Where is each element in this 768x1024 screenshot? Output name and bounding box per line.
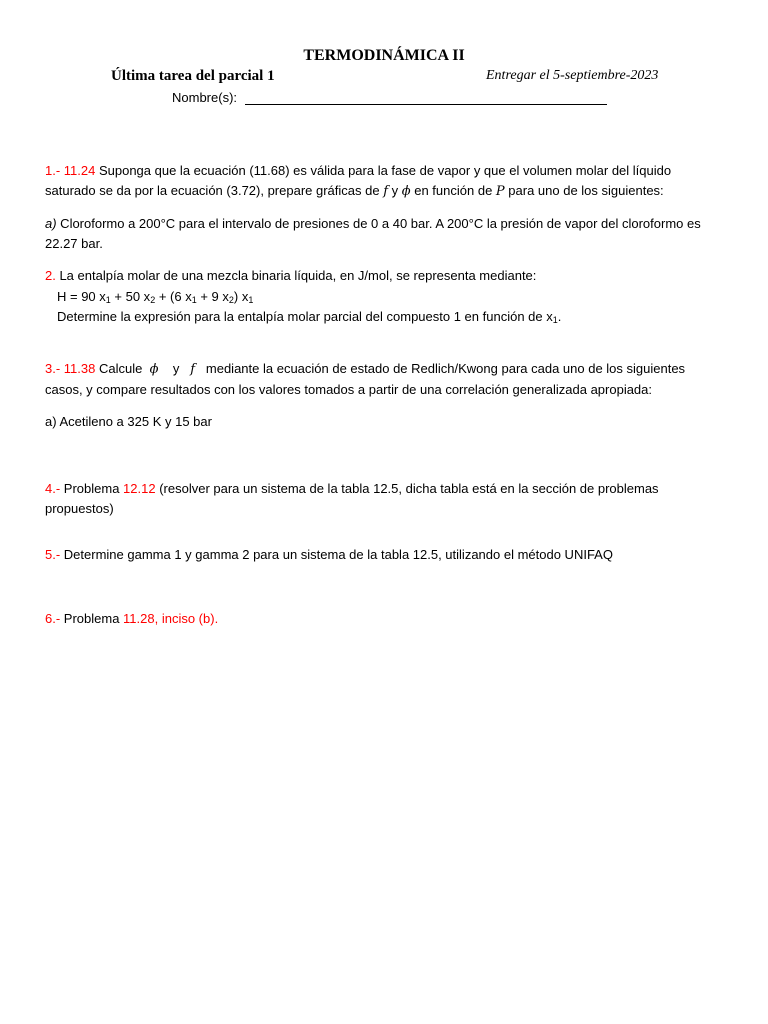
question-3-part-a: a) Acetileno a 325 K y 15 bar [45, 414, 212, 429]
p-symbol: P [495, 184, 505, 199]
question-6: 6.- Problema 11.28, inciso (b). [45, 611, 219, 626]
question-5-number: 5.- [45, 547, 61, 562]
question-2: 2. La entalpía molar de una mezcla binaria líquida, en J/mol, se representa mediante: [45, 268, 537, 283]
question-2-determine: Determine la expresión para la entalpía molar parcial del compuesto 1 en función de $x_1$. [57, 309, 562, 325]
question-1-number: 1.- 11.24 [45, 163, 96, 178]
question-3: 3.- 11.38 Calcule ϕ y f mediante la ecuación de estado de Redlich/Kwong para cada uno de los siguientes casos, y compare resultados con los valores tomados a partir de una correlación generalizada apropiada: [45, 361, 686, 397]
part-label: a) [45, 216, 57, 231]
due-date: Entregar el 5-septiembre-2023 [486, 68, 659, 83]
f-symbol: f [190, 362, 196, 377]
names-blank-line [245, 89, 607, 105]
question-1-part-a: a) Cloroformo a 200°C para el intervalo de presiones de 0 a 40 bar. A 200°C la presión de vapor del cloroformo es 22.27 bar. [45, 216, 701, 251]
names-label: Nombre(s): [172, 90, 238, 105]
assignment-title: Última tarea del parcial 1 [111, 68, 275, 84]
question-2-number: 2. [45, 268, 56, 283]
enthalpy-equation: H = 90 $x_1 + 50$ $x_2 + (6$ $x_1 + 9$ $x_2$) $x_1$ [57, 289, 254, 305]
question-6-number: 6.- [45, 611, 61, 626]
question-4: 4.- Problema 12.12 (resolver para un sistema de la tabla 12.5, dicha tabla está en la sección de problemas propuestos) [45, 481, 659, 516]
problem-reference: 11.28, inciso (b). [123, 611, 219, 626]
f-symbol: f [383, 184, 389, 199]
phi-symbol: ϕ [149, 362, 159, 377]
question-5: 5.- Determine gamma 1 y gamma 2 para un sistema de la tabla 12.5, utilizando el método UNIFAQ [45, 547, 613, 562]
course-title: TERMODINÁMICA II [303, 47, 465, 64]
question-4-number: 4.- [45, 481, 61, 496]
question-3-number: 3.- 11.38 [45, 361, 96, 376]
problem-reference: 12.12 [123, 481, 156, 496]
phi-symbol: ϕ [401, 184, 411, 199]
question-1: 1.- 11.24 Suponga que la ecuación (11.68) es válida para la fase de vapor y que el volumen molar del líquido saturado se da por la ecuación (3.72), prepare gráficas de f y ϕ en función de P para uno de los siguientes: [45, 163, 672, 199]
names-field [172, 89, 607, 105]
